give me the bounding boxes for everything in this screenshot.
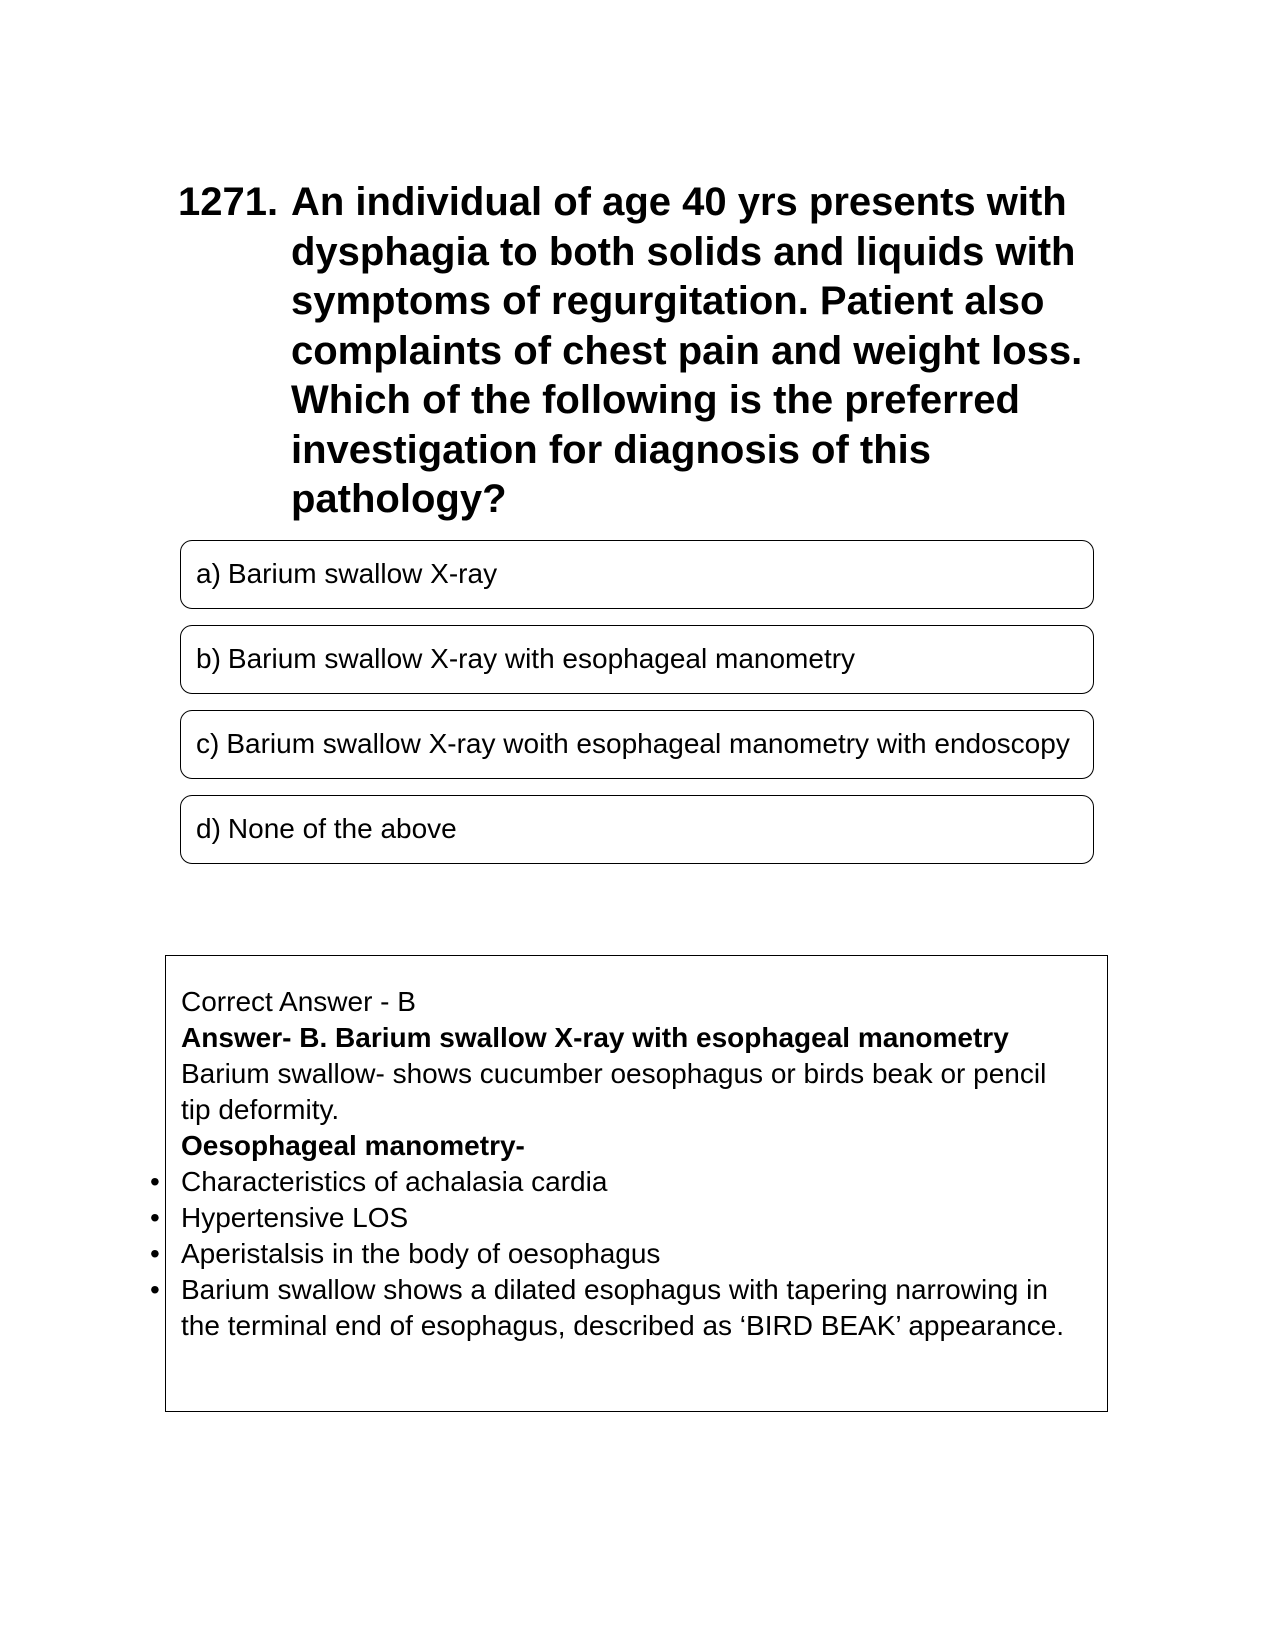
- option-letter: d): [196, 813, 221, 844]
- list-item: [150, 1200, 1081, 1236]
- list-item-text: Characteristics of achalasia cardia: [181, 1166, 608, 1197]
- option-c[interactable]: [180, 710, 1094, 779]
- option-label: Barium swallow X-ray with esophageal manometry: [227, 643, 856, 674]
- list-item: [150, 1272, 1081, 1344]
- question-text: An individual of age 40 yrs presents with dysphagia to both solids and liquids with symptoms of regurgitation. Patient also complaints of chest pain and weight loss. Which of the following is the preferred investigation for diagnosis of this pathology?: [291, 180, 1083, 521]
- option-label: None of the above: [227, 813, 457, 844]
- bullet-icon: •: [150, 1166, 160, 1197]
- option-d[interactable]: [180, 795, 1094, 864]
- list-item-text: Hypertensive LOS: [181, 1202, 409, 1233]
- manometry-heading: Oesophageal manometry-: [181, 1130, 525, 1161]
- findings-list: [150, 1164, 1081, 1344]
- option-b[interactable]: [180, 625, 1094, 694]
- question-number: 1271.: [178, 180, 279, 224]
- bullet-icon: •: [150, 1238, 160, 1269]
- list-item-text: Aperistalsis in the body of oesophagus: [181, 1238, 661, 1269]
- option-letter: c): [196, 728, 220, 759]
- list-item: [150, 1236, 1081, 1272]
- option-a[interactable]: [180, 540, 1094, 609]
- options-list: [180, 540, 1094, 880]
- option-letter: a): [196, 558, 221, 589]
- bullet-icon: •: [150, 1274, 160, 1305]
- barium-swallow-text: Barium swallow- shows cucumber oesophagus or birds beak or pencil tip deformity.: [181, 1058, 1047, 1125]
- option-label: Barium swallow X-ray woith esophageal manometry with endoscopy: [226, 728, 1070, 759]
- bullet-icon: •: [150, 1202, 160, 1233]
- answer-heading: Answer- B. Barium swallow X-ray with esophageal manometry: [181, 1022, 1009, 1053]
- list-item-text: Barium swallow shows a dilated esophagus with tapering narrowing in the terminal end of esophagus, described as ‘BIRD BEAK’ appearance.: [181, 1274, 1065, 1341]
- answer-explanation: [150, 984, 1081, 1344]
- list-item: [150, 1164, 1081, 1200]
- question: [178, 178, 1098, 525]
- option-letter: b): [196, 643, 221, 674]
- option-label: Barium swallow X-ray: [227, 558, 498, 589]
- correct-answer-line: Correct Answer - B: [181, 986, 416, 1017]
